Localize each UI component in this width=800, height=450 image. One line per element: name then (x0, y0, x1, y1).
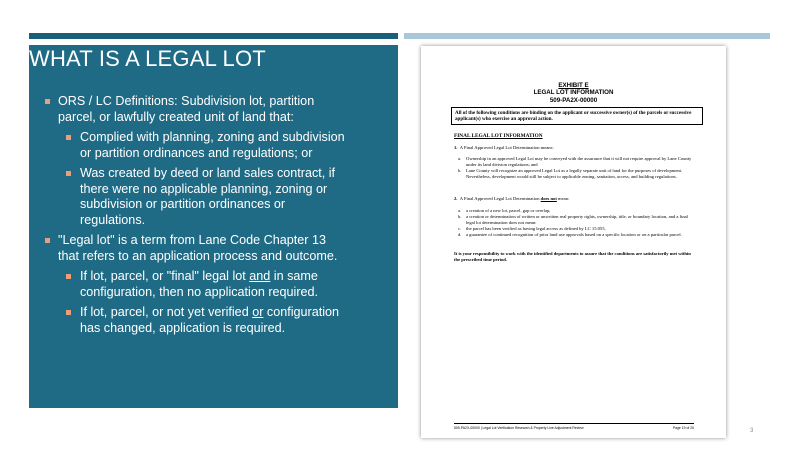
responsibility-note: It is your responsibility to work with the identified departments to assure that the conditions are satisfactorily met within the prescribed time period. (454, 251, 691, 262)
item-2d (454, 232, 697, 238)
text: configuration has changed, application is required. (80, 305, 340, 335)
footer-reference: 509-PA2X-00000 | Legal Lot Verification Research & Property Line Adjustment Review (454, 426, 584, 430)
item-2 (454, 196, 697, 202)
exhibit-document (421, 46, 726, 438)
item-1 (454, 145, 697, 151)
underlined-or: or (252, 305, 264, 319)
item-2a (454, 208, 697, 214)
item-letter: b. (458, 168, 462, 173)
item-letter: d. (458, 232, 462, 237)
item-letter: b. (458, 214, 462, 219)
item-text: the parcel has been verified as having legal access as defined by LC 15.055, (466, 226, 606, 231)
text: If lot, parcel, or "final" legal lot (80, 269, 250, 283)
bullet-list (44, 94, 349, 341)
footer-page: Page 19 of 20 (672, 426, 694, 430)
item-text: Ownership in an approved Legal Lot may be conveyed with the assurance that it will not require approval by Lane County under its land division regulations; and (466, 156, 692, 167)
item-number: 2. (454, 196, 458, 201)
item-letter: a. (458, 156, 462, 161)
document-heading (421, 82, 726, 104)
underlined-does-not: does not (540, 196, 557, 201)
item-text: a guarantee of continued recognition of prior land use approvals based on a specific location or on a particular parcel. (466, 232, 682, 237)
item-letter: c. (458, 226, 462, 231)
slide-title: WHAT IS A LEGAL LOT (29, 46, 266, 71)
item-2b (454, 214, 697, 225)
item-text: a creation of a new lot, parcel, gap or overlap, (466, 208, 551, 213)
item-1a (454, 156, 697, 167)
text: If lot, parcel, or not yet verified (80, 305, 253, 319)
conditions-box: All of the following conditions are binding on the applicant or successive owner(s) of the parcels or successive applicant(s) who exercise an approval action. (451, 107, 703, 125)
section-title: FINAL LEGAL LOT INFORMATION (454, 133, 543, 139)
bullet-definitions: ORS / LC Definitions: Subdivision lot, partition parcel, or lawfully created unit of land that: (44, 94, 349, 125)
sub-bullet-application-required (44, 305, 349, 336)
document-title: LEGAL LOT INFORMATION (533, 89, 614, 97)
footer-divider (454, 423, 694, 424)
underlined-and: and (249, 269, 271, 283)
sub-bullet-no-application (44, 269, 349, 300)
exhibit-label: EXHIBIT E (558, 82, 589, 89)
item-text: Lane County will recognize an approved Legal Lot as a legally separate unit of land for the purposes of development. Nevertheless, development would still be subject to applicable zoning, sanitation, access, and building regulations. (466, 168, 683, 179)
item-letter: a. (458, 208, 462, 213)
item-text: A Final Approved Legal Lot Determination (459, 196, 541, 201)
text: in same configuration, then no application required. (80, 269, 319, 299)
slide-page-number: 3 (750, 428, 754, 434)
item-1b (454, 168, 697, 179)
accent-bar-dark (29, 33, 398, 39)
accent-bar-light (404, 33, 770, 39)
case-number: 509-PA2X-00000 (549, 96, 598, 104)
sub-bullet-complied: Complied with planning, zoning and subdivision or partition ordinances and regulations; or (44, 130, 349, 161)
item-2c (454, 226, 697, 232)
bullet-legal-lot-term: "Legal lot" is a term from Lane Code Chapter 13 that refers to an application process and outcome. (44, 233, 349, 264)
item-text: A Final Approved Legal Lot Determination means: (459, 145, 554, 150)
item-text: mean: (556, 196, 570, 201)
sub-bullet-deed: Was created by deed or land sales contract, if there were no applicable planning, zoning or subdivision or partition ordinances or regulations. (44, 166, 349, 228)
item-number: 1. (454, 145, 458, 150)
item-text: a creation or determination of written or unwritten real property rights, ownership, title, or boundary location, and a final legal lot determination does not mean: (466, 214, 688, 225)
